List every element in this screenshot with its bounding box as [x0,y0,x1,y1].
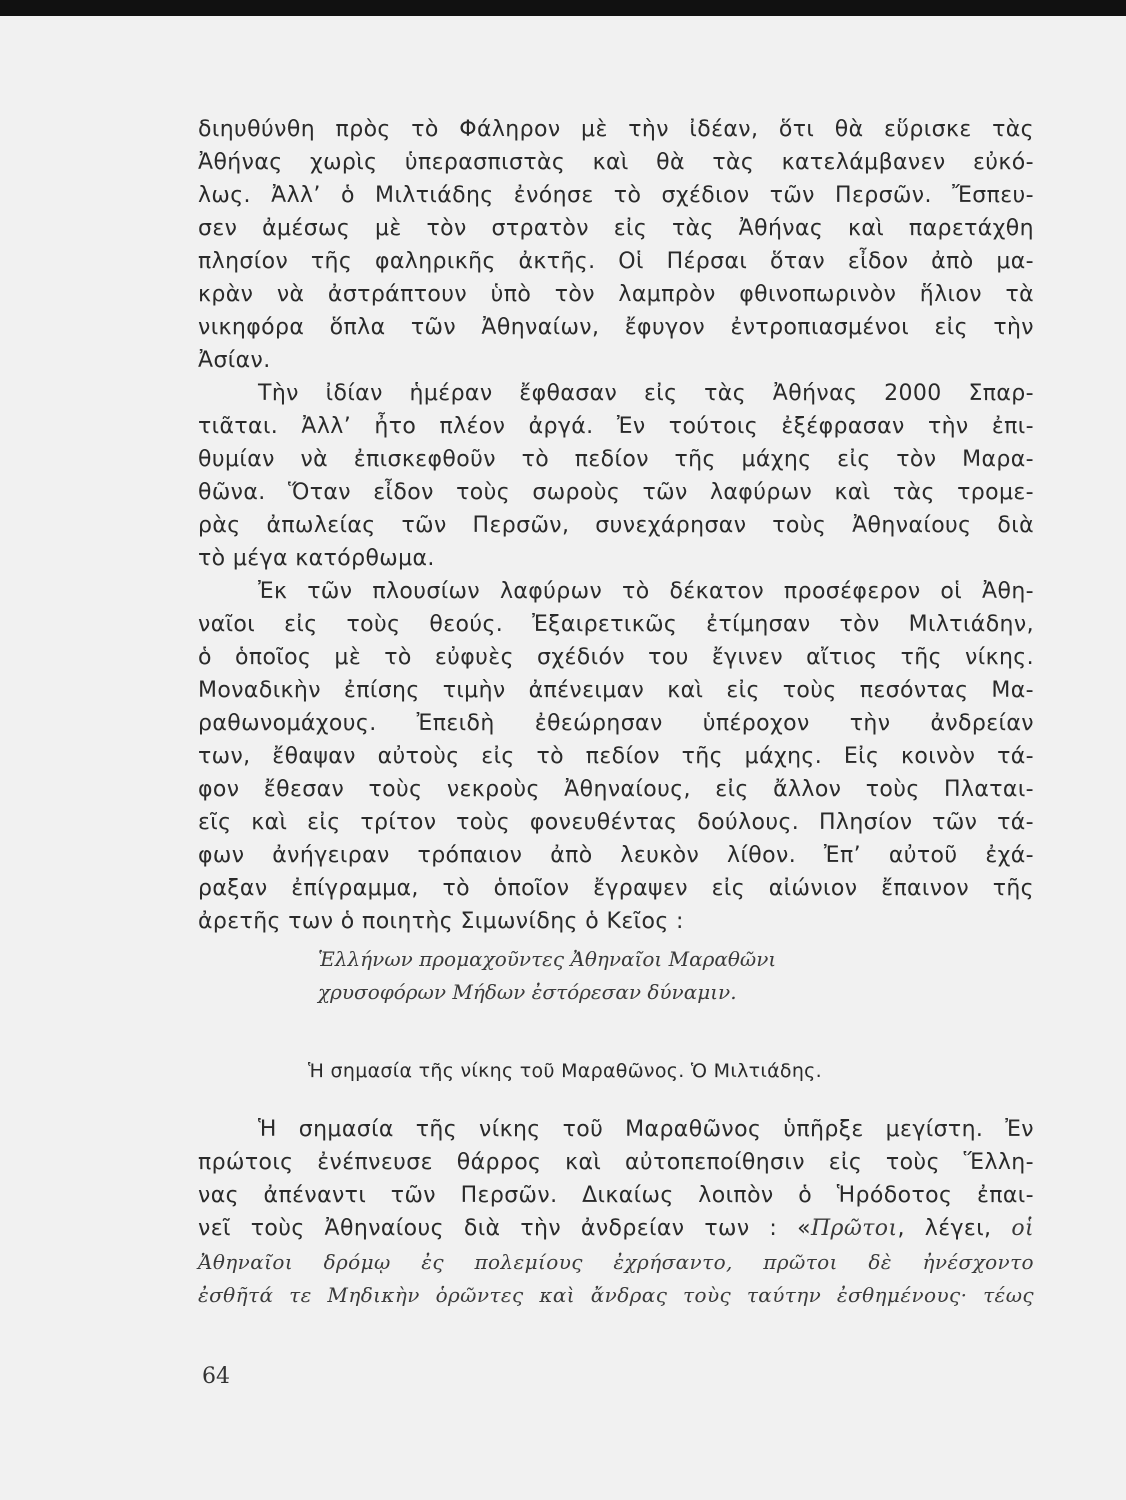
page-number: 64 [202,1364,230,1389]
epigram-line: Ἑλλήνων προμαχοῦντες Ἀθηναῖοι Μαραθῶνι [318,947,777,971]
text-line: νικηφόρα ὅπλα τῶν Ἀθηναίων, ἔφυγον ἐντροπιασμένοι εἰς τὴν [198,315,1034,340]
text-line: ρὰς ἀπωλείας τῶν Περσῶν, συνεχάρησαν τοὺς Ἀθηναίους διὰ [198,513,1034,538]
quote-line: ἐσθῆτά τε Μηδικὴν ὁρῶντες καὶ ἄνδρας τοὺς ταύτην ἐσθημένους· τέως [198,1283,1034,1307]
quote-span: Πρῶτοι [810,1216,898,1241]
text-span: , λέγει, [897,1216,1012,1241]
text-line: σεν ἀμέσως μὲ τὸν στρατὸν εἰς τὰς Ἀθήνας καὶ παρετάχθη [198,216,1034,241]
text-line: ὁ ὁποῖος μὲ τὸ εὐφυὲς σχέδιόν του ἔγινεν αἴτιος τῆς νίκης. [198,645,1034,670]
text-line: πλησίον τῆς φαληρικῆς ἀκτῆς. Οἱ Πέρσαι ὅταν εἶδον ἀπὸ μα- [198,249,1034,274]
text-line: τὸ μέγα κατόρθωμα. [198,546,435,571]
text-line: θυμίαν νὰ ἐπισκεφθοῦν τὸ πεδίον τῆς μάχης εἰς τὸν Μαρα- [198,447,1034,472]
quote-line: Ἀθηναῖοι δρόμῳ ἐς πολεμίους ἐχρήσαντο, πρῶτοι δὲ ἠνέσχοντο [198,1250,1034,1274]
text-line: ἀρετῆς των ὁ ποιητὴς Σιμωνίδης ὁ Κεῖος : [198,909,684,934]
text-span: νεῖ τοὺς Ἀθηναίους διὰ τὴν ἀνδρείαν των : « [198,1216,811,1241]
text-line: νας ἀπέναντι τῶν Περσῶν. Δικαίως λοιπὸν ὁ Ἡρόδοτος ἐπαι- [198,1183,1034,1208]
text-line: Ἡ σημασία τῆς νίκης τοῦ Μαραθῶνος ὑπῆρξε μεγίστη. Ἐν [258,1117,1034,1142]
epigram-line: χρυσοφόρων Μήδων ἐστόρεσαν δύναμιν. [318,980,737,1004]
text-line: φον ἔθεσαν τοὺς νεκροὺς Ἀθηναίους, εἰς ἄλλον τοὺς Πλαται- [198,777,1034,802]
text-line: Τὴν ἰδίαν ἡμέραν ἔφθασαν εἰς τὰς Ἀθήνας 2000 Σπαρ- [258,381,1034,406]
text-line: των, ἔθαψαν αὐτοὺς εἰς τὸ πεδίον τῆς μάχης. Εἰς κοινὸν τά- [198,744,1034,769]
text-line: ναῖοι εἰς τοὺς θεούς. Ἐξαιρετικῶς ἐτίμησαν τὸν Μιλτιάδην, [198,612,1034,637]
text-line: Ἀσίαν. [198,348,271,373]
text-line: Ἀθήνας χωρὶς ὑπερασπιστὰς καὶ θὰ τὰς κατελάμβανεν εὐκό- [198,150,1034,175]
text-line: τιᾶται. Ἀλλ’ ἦτο πλέον ἀργά. Ἐν τούτοις ἐξέφρασαν τὴν ἐπι- [198,414,1034,439]
text-line: διηυθύνθη πρὸς τὸ Φάληρον μὲ τὴν ἰδέαν, ὅτι θὰ εὕρισκε τὰς [198,117,1034,142]
quote-span: οἱ [1011,1216,1034,1241]
text-line: Ἐκ τῶν πλουσίων λαφύρων τὸ δέκατον προσέφερον οἱ Ἀθη- [258,579,1034,604]
book-page [0,16,1126,1500]
scan-top-edge [0,0,1126,16]
text-line-with-quote [198,1215,1034,1243]
text-line: φων ἀνήγειραν τρόπαιον ἀπὸ λευκὸν λίθον. Ἐπ’ αὐτοῦ ἐχά- [198,843,1034,868]
text-line: ραξαν ἐπίγραμμα, τὸ ὁποῖον ἔγραψεν εἰς αἰώνιον ἔπαινον τῆς [198,876,1034,901]
text-line: Μοναδικὴν ἐπίσης τιμὴν ἀπένειμαν καὶ εἰς τοὺς πεσόντας Μα- [198,678,1034,703]
section-heading: Ἡ σημασία τῆς νίκης τοῦ Μαραθῶνος. Ὁ Μιλτιάδης. [308,1060,822,1082]
text-line: θῶνα. Ὅταν εἶδον τοὺς σωροὺς τῶν λαφύρων καὶ τὰς τρομε- [198,480,1034,505]
text-line: λως. Ἀλλ’ ὁ Μιλτιάδης ἐνόησε τὸ σχέδιον τῶν Περσῶν. Ἔσπευ- [198,183,1034,208]
text-line: πρώτοις ἐνέπνευσε θάρρος καὶ αὐτοπεποίθησιν εἰς τοὺς Ἕλλη- [198,1150,1034,1175]
text-line: εῖς καὶ εἰς τρίτον τοὺς φονευθέντας δούλους. Πλησίον τῶν τά- [198,810,1034,835]
text-line: ραθωνομάχους. Ἐπειδὴ ἐθεώρησαν ὑπέροχον τὴν ἀνδρείαν [198,711,1034,736]
text-line: κρὰν νὰ ἀστράπτουν ὑπὸ τὸν λαμπρὸν φθινοπωρινὸν ἥλιον τὰ [198,282,1034,307]
